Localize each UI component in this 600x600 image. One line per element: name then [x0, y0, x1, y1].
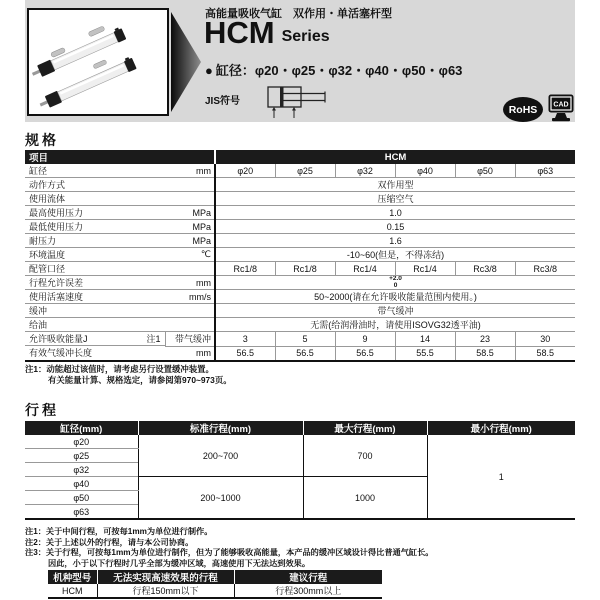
max-stroke-cell: 1000: [303, 477, 427, 520]
advice-header-row: [48, 570, 382, 584]
row-unit: 带气缓冲: [165, 332, 215, 347]
stroke-note-line: 注1：关于中间行程，可按每1mm为单位进行制作。: [25, 527, 213, 536]
value-cell: Rc3/8: [515, 262, 575, 276]
bore-sizes-text: 缸径：φ20・φ25・φ32・φ40・φ50・φ63: [215, 63, 463, 78]
max-stroke-cell: 700: [303, 435, 427, 477]
row-label: 配管口径: [25, 262, 165, 276]
recommended-stroke-cell: 行程300mm以上: [234, 584, 382, 598]
cylinder-photo-illustration: [29, 10, 163, 110]
spec-section-heading: 规格: [25, 132, 59, 148]
row-unit: [165, 304, 215, 318]
spec-note-line: 注1：动能超过该值时，请考虑另行设置缓冲装置。: [25, 364, 214, 374]
row-label: 动作方式: [25, 178, 165, 192]
stroke-table: [25, 421, 575, 520]
row-label: 环境温度: [25, 248, 165, 262]
advice-row: [48, 584, 382, 598]
spec-header-row: [25, 150, 575, 164]
row-unit: [165, 318, 215, 332]
spec-row-max-pressure: [25, 206, 575, 220]
value-cell: Rc1/8: [275, 262, 335, 276]
bore-sizes-line: [205, 60, 462, 79]
row-unit: mm: [165, 164, 215, 178]
spec-col-group: HCM: [215, 150, 575, 164]
bore-cell: φ20: [215, 164, 275, 178]
value-cell: 58.5: [455, 346, 515, 361]
row-label: 最低使用压力: [25, 220, 165, 234]
value-cell: 0.15: [215, 220, 575, 234]
value-cell: 56.5: [275, 346, 335, 361]
tolerance-lower: 0: [393, 281, 398, 289]
series-suffix: Series: [281, 28, 330, 45]
bore-cell: φ32: [335, 164, 395, 178]
tolerance-upper: +2.0: [389, 275, 402, 282]
bore-cell: φ63: [515, 164, 575, 178]
arrow-icon: [171, 12, 201, 112]
value-cell: 14: [395, 332, 455, 347]
row-label: 缸径: [25, 164, 165, 178]
row-unit: MPa: [165, 220, 215, 234]
row-unit: [165, 192, 215, 206]
advice-table: [48, 570, 382, 599]
spec-col-item: 项目: [25, 150, 215, 164]
value-cell: 压缩空气: [215, 192, 575, 206]
row-label: 给油: [25, 318, 165, 332]
stroke-notes: [25, 527, 433, 569]
stroke-row: [25, 435, 575, 449]
spec-row-energy: [25, 332, 575, 347]
value-cell: 50~2000(请在允许吸收能量范围内使用。): [215, 290, 575, 304]
value-cell: -10~60(但是，不得冻结): [215, 248, 575, 262]
bore-cell: φ25: [25, 449, 138, 463]
standard-stroke-cell: 200~1000: [138, 477, 303, 520]
bore-cell: φ40: [25, 477, 138, 491]
bore-cell: φ50: [455, 164, 515, 178]
spec-row-port-size: [25, 262, 575, 276]
row-unit: [165, 262, 215, 276]
stroke-col-max: 最大行程(mm): [303, 421, 427, 435]
series-name: HCM: [204, 15, 275, 50]
advice-col-ineffective: 无法实现高速效果的行程: [97, 570, 234, 584]
value-cell: 5: [275, 332, 335, 347]
tolerance-value: [389, 276, 402, 289]
rohs-badge-icon: RoHS: [503, 97, 543, 122]
spec-table: [25, 150, 575, 362]
value-cell: Rc3/8: [455, 262, 515, 276]
value-cell: 双作用型: [215, 178, 575, 192]
value-cell: Rc1/8: [215, 262, 275, 276]
bore-cell: φ20: [25, 435, 138, 449]
stroke-note-line: 注3：关于行程，可按每1mm为单位进行制作，但为了能够吸收高能量，本产品的缓冲区域设计得比普通气缸长。: [25, 548, 434, 557]
row-unit: mm: [165, 276, 215, 290]
bore-cell: φ63: [25, 505, 138, 520]
row-unit: mm: [165, 346, 215, 361]
ineffective-stroke-cell: 行程150mm以下: [97, 584, 234, 598]
row-label: 行程允许误差: [25, 276, 165, 290]
value-cell: 3: [215, 332, 275, 347]
value-cell: 无需(给润滑油时，请使用ISOVG32透平油): [215, 318, 575, 332]
stroke-note-line: 因此，小于以下行程时几乎全部为缓冲区域，高速使用下无法达到效果。: [48, 558, 311, 568]
spec-row-cushion-length: [25, 346, 575, 361]
spec-row-cushion: [25, 304, 575, 318]
stroke-note-line: 注2：关于上述以外的行程，请与本公司协商。: [25, 537, 194, 547]
model-cell: HCM: [48, 584, 97, 598]
row-unit: MPa: [165, 234, 215, 248]
spec-row-fluid: [25, 192, 575, 206]
min-stroke-cell: 1: [427, 435, 575, 519]
stroke-header-row: [25, 421, 575, 435]
stroke-col-min: 最小行程(mm): [427, 421, 575, 435]
stroke-col-bore: 缸径(mm): [25, 421, 138, 435]
value-cell: 56.5: [335, 346, 395, 361]
bore-cell: φ50: [25, 491, 138, 505]
row-label: 耐压力: [25, 234, 165, 248]
jis-symbol-label: JIS符号: [205, 96, 241, 107]
energy-note-ref: 注1: [146, 334, 161, 344]
value-cell: 带气缓冲: [215, 304, 575, 318]
spec-row-action: [25, 178, 575, 192]
spec-row-stroke-tolerance: [25, 276, 575, 290]
header-band: [25, 0, 575, 122]
row-label: 最高使用压力: [25, 206, 165, 220]
advice-col-recommended: 建议行程: [234, 570, 382, 584]
row-unit: [165, 178, 215, 192]
cad-badge-icon: [548, 94, 574, 122]
advice-col-model: 机种型号: [48, 570, 97, 584]
stroke-col-standard: 标准行程(mm): [138, 421, 303, 435]
bullet-icon: ●: [205, 63, 213, 78]
row-label: [25, 332, 165, 346]
spec-row-min-pressure: [25, 220, 575, 234]
value-cell: 1.6: [215, 234, 575, 248]
spec-row-bore: [25, 164, 575, 178]
value-cell: 23: [455, 332, 515, 347]
value-cell: 56.5: [215, 346, 275, 361]
spec-row-lubrication: [25, 318, 575, 332]
row-label: 使用活塞速度: [25, 290, 165, 304]
spec-note-line: 有关能量计算、规格选定，请参阅第970~973页。: [48, 375, 232, 385]
value-cell: 1.0: [215, 206, 575, 220]
energy-label: 允许吸收能量J: [29, 334, 88, 344]
row-unit: MPa: [165, 206, 215, 220]
value-cell: [215, 276, 575, 290]
value-cell: Rc1/4: [395, 262, 455, 276]
stroke-section-heading: 行程: [25, 402, 59, 418]
series-title: [204, 16, 330, 50]
value-cell: 30: [515, 332, 575, 347]
value-cell: 58.5: [515, 346, 575, 361]
row-label: 有效气缓冲长度: [25, 346, 165, 361]
page-subtitle: 高能量吸收气缸 双作用・单活塞杆型: [205, 8, 392, 20]
value-cell: 9: [335, 332, 395, 347]
row-label: 缓冲: [25, 304, 165, 318]
spec-row-piston-speed: [25, 290, 575, 304]
spec-notes: [25, 364, 232, 386]
jis-cylinder-symbol-icon: [267, 84, 347, 120]
row-unit: ℃: [165, 248, 215, 262]
value-cell: 55.5: [395, 346, 455, 361]
row-label: 使用流体: [25, 192, 165, 206]
bore-cell: φ40: [395, 164, 455, 178]
bore-cell: φ25: [275, 164, 335, 178]
svg-text:CAD: CAD: [553, 101, 569, 109]
spec-row-proof-pressure: [25, 234, 575, 248]
value-cell: Rc1/4: [335, 262, 395, 276]
row-unit: mm/s: [165, 290, 215, 304]
product-photo: [27, 8, 169, 116]
spec-row-ambient-temp: [25, 248, 575, 262]
standard-stroke-cell: 200~700: [138, 435, 303, 477]
bore-cell: φ32: [25, 463, 138, 477]
